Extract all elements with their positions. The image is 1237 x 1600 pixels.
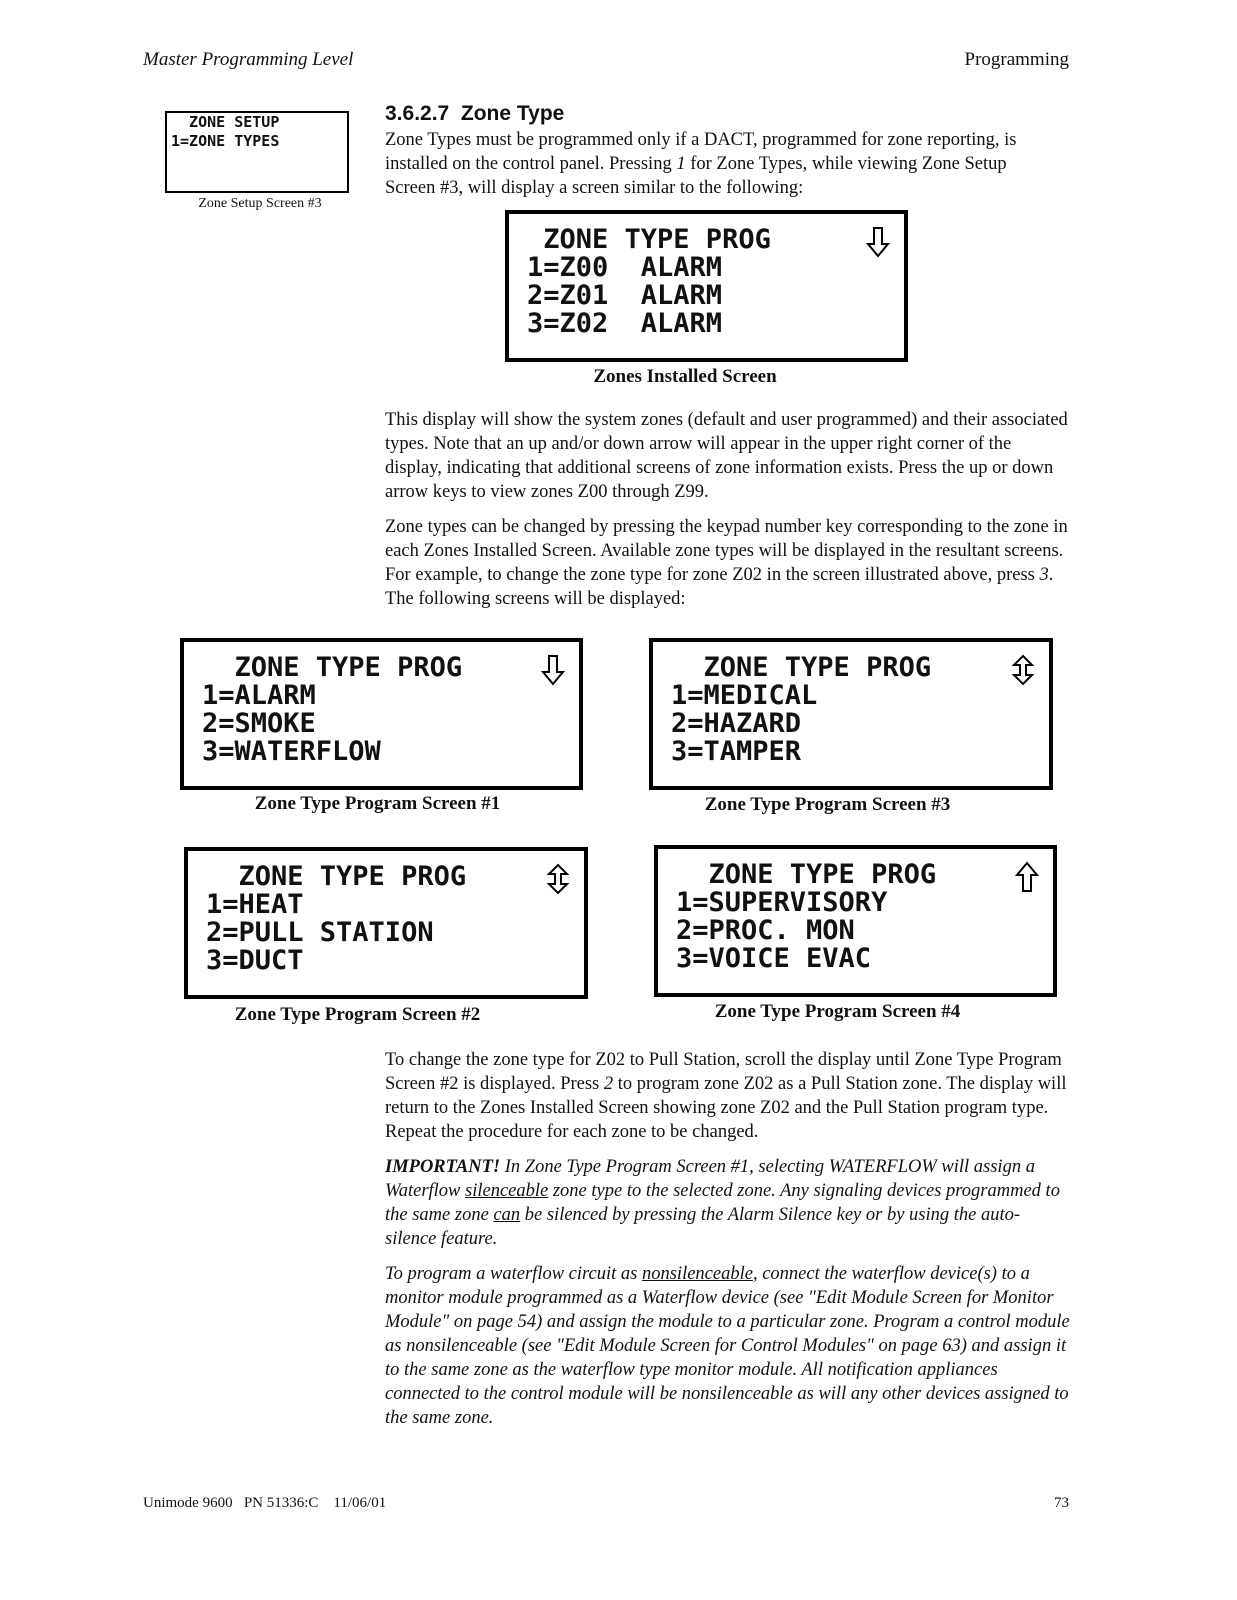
down-arrow-icon: [866, 226, 890, 258]
note-emphasis: silenceable: [465, 1181, 549, 1201]
up-down-arrow-icon: [1011, 654, 1035, 686]
zone-type-program-screen-3-display: [649, 638, 1053, 790]
lcd-line: 1=MEDICAL: [671, 680, 818, 711]
zone-type-program-screen-1-display: [180, 638, 583, 790]
lcd-line: 1=HEAT: [206, 889, 304, 920]
note-emphasis: can: [493, 1205, 521, 1225]
down-arrow-icon: [541, 654, 565, 686]
note-text: be silenced by pressing the Alarm Silence key or by using the auto-silence feature.: [385, 1205, 1021, 1249]
key-reference: 2: [603, 1074, 614, 1094]
footer-document-id: [143, 1495, 386, 1512]
lcd-line: ZONE TYPE PROG: [676, 859, 937, 890]
lcd-line: ZONE TYPE PROG: [527, 224, 771, 255]
lcd-line: 2=HAZARD: [671, 708, 802, 739]
note-text: In Zone Type Program Screen #1, selecting WATERFLOW will assign a Waterflow: [385, 1157, 1035, 1201]
lcd-line: 3=TAMPER: [671, 736, 802, 767]
zones-installed-screen-caption: Zones Installed Screen: [593, 366, 777, 387]
lcd-line: ZONE TYPE PROG: [206, 861, 467, 892]
lcd-line: 2=SMOKE: [202, 708, 316, 739]
note-emphasis: nonsilenceable: [641, 1264, 753, 1284]
lcd-line: ZONE TYPE PROG: [671, 652, 932, 683]
zone-setup-screen-display: [165, 111, 349, 193]
zones-installed-screen-display: [505, 210, 908, 362]
footer-text: Unimode 9600 PN 51336:C 11/06/01: [143, 1495, 387, 1511]
section-title: Zone Type: [460, 102, 565, 125]
paragraph-text: To change the zone type for Z02 to Pull Station, scroll the display until Zone Type Program Screen #2 is displayed. Press: [385, 1050, 1062, 1094]
lcd-line: 2=PULL STATION: [206, 917, 434, 948]
section-number: 3.6.2.7: [385, 102, 450, 125]
intro-text: Zone Types must be programmed only if a DACT, programmed for zone reporting, is: [385, 130, 1017, 150]
zone-type-program-screen-4-caption: Zone Type Program Screen #4: [714, 1001, 961, 1022]
up-down-arrow-icon: [546, 863, 570, 895]
lcd-line: 1=SUPERVISORY: [676, 887, 888, 918]
key-reference: 3: [1039, 565, 1049, 585]
lcd-line: 2=Z01 ALARM: [527, 280, 723, 311]
note-text: To program a waterflow circuit as: [385, 1264, 642, 1284]
important-label: IMPORTANT!: [385, 1157, 501, 1177]
section-heading: [385, 102, 564, 126]
zone-type-program-screen-3-caption: Zone Type Program Screen #3: [704, 794, 951, 815]
zone-change-paragraph: [385, 515, 1070, 611]
lcd-line: ZONE SETUP: [171, 113, 280, 131]
lcd-line: 1=ALARM: [202, 680, 316, 711]
pull-station-paragraph: [385, 1048, 1070, 1144]
running-header-left: Master Programming Level: [143, 49, 354, 70]
zone-setup-screen-caption: Zone Setup Screen #3: [198, 196, 322, 211]
page-number: 73: [1054, 1495, 1069, 1511]
zone-type-program-screen-4-display: [654, 845, 1057, 997]
running-header-right: Programming: [964, 49, 1069, 70]
paragraph-text: . The following screens will be displayed:: [385, 565, 1054, 609]
lcd-line: 1=ZONE TYPES: [171, 132, 280, 150]
zone-type-program-screen-2-display: [184, 847, 588, 999]
intro-key: 1: [676, 154, 686, 174]
lcd-line: 2=PROC. MON: [676, 915, 855, 946]
lcd-line: 3=DUCT: [206, 945, 304, 976]
intro-paragraph: [385, 128, 1070, 200]
zone-type-program-screen-2-caption: Zone Type Program Screen #2: [234, 1004, 481, 1025]
paragraph-text: to program zone Z02 as a Pull Station zone. The display will return to the Zones Installed Screen showing zone Z02 and the Pull Station program type. Repeat the procedure for each zone to be changed.: [385, 1074, 1067, 1142]
note-text: , connect the waterflow device(s) to a monitor module programmed as a Waterflow device (see "Edit Module Screen for Monitor Module" on page 54) and assign the module to a particular zone. Program a control module as nonsilenceable (see "Edit Module Screen for Control Modules" on page 63) and assign it to the same zone as the waterflow type monitor module. All notification appliances connected to the control module will be nonsilenceable as will any other devices assigned to the same zone.: [385, 1264, 1070, 1428]
intro-text: installed on the control panel. Pressing: [385, 154, 677, 174]
intro-text: for Zone Types, while viewing Zone Setup: [685, 154, 1007, 174]
lcd-line: 3=WATERFLOW: [202, 736, 381, 767]
intro-text: Screen #3, will display a screen similar to the following:: [385, 178, 804, 198]
paragraph-text: Zone types can be changed by pressing the keypad number key corresponding to the zone in each Zones Installed Screen. Available zone types will be displayed in the resultant screens. For example, to change the zone type for zone Z02 in the screen illustrated above, press: [385, 517, 1068, 585]
display-description-paragraph: This display will show the system zones (default and user programmed) and their associated types. Note that an up and/or down arrow will appear in the upper right corner of the display, indicating that additional screens of zone information exists. Press the up or down arrow keys to view zones Z00 through Z99.: [385, 410, 1068, 502]
waterflow-note: [385, 1262, 1070, 1430]
important-note: [385, 1155, 1070, 1251]
lcd-line: 3=Z02 ALARM: [527, 308, 723, 339]
zone-type-program-screen-1-caption: Zone Type Program Screen #1: [254, 793, 501, 814]
note-text: zone type to the selected zone. Any signaling devices programmed to the same zone: [385, 1181, 1060, 1225]
lcd-line: ZONE TYPE PROG: [202, 652, 463, 683]
lcd-line: 3=VOICE EVAC: [676, 943, 872, 974]
lcd-line: 1=Z00 ALARM: [527, 252, 723, 283]
up-arrow-icon: [1015, 861, 1039, 893]
